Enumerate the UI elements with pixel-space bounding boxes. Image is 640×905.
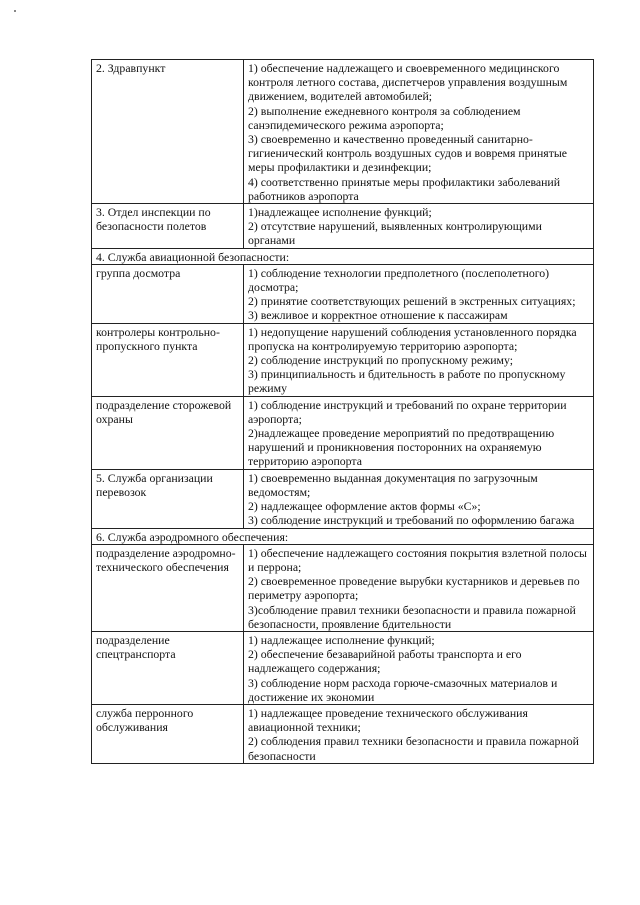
duty-item: 1) соблюдение технологии предполетного (послеполетного) досмотра; <box>248 265 550 295</box>
unit-cell: 5. Служба организации перевозок <box>92 469 244 528</box>
duty-item: 4) соответственно принятые меры профилактики заболеваний работников аэропорта <box>248 174 561 203</box>
duty-item: 3) соблюдение норм расхода горюче-смазочных материалов и достижение их экономии <box>248 675 558 704</box>
duty-item: 3) соблюдение инструкций и требований по оформлению багажа <box>248 513 575 528</box>
duty-item: 3) вежливое и корректное отношение к пассажирам <box>248 308 508 323</box>
duties-cell <box>244 323 594 396</box>
table-row <box>92 60 594 204</box>
table-row <box>92 631 594 704</box>
unit-cell: 3. Отдел инспекции по безопасности полетов <box>92 204 244 249</box>
duty-item: 3) принципиальность и бдительность в работе по пропускному режиму <box>248 367 566 396</box>
table-row <box>92 323 594 396</box>
duty-item: 2) соблюдения правил техники безопасности и правила пожарной безопасности <box>248 734 579 763</box>
duty-item: 2) обеспечение безаварийной работы транспорта и его надлежащего содержания; <box>248 647 522 676</box>
duty-item: 2) отсутствие нарушений, выявленных контролирующими органами <box>248 219 542 248</box>
table-row <box>92 204 594 249</box>
unit-cell: служба перронного обслуживания <box>92 704 244 763</box>
table-row <box>92 264 594 323</box>
unit-cell: подразделение аэродромно-технического обеспечения <box>92 544 244 631</box>
duty-item: 2) надлежащее оформление актов формы «С»; <box>248 499 481 514</box>
duty-item: 1) обеспечение надлежащего и своевременного медицинского контроля летного состава, диспетчеров управления воздушным движением, водителей автомобилей; <box>248 61 568 104</box>
duties-cell <box>244 60 594 204</box>
duties-table <box>91 59 594 764</box>
duty-item: 3) своевременно и качественно проведенный санитарно-гигиенический контроль воздушных судов и вовремя принятые меры профилактики и дезинфекции; <box>248 132 568 175</box>
duty-item: 2)надлежащее проведение мероприятий по предотвращению нарушений и проникновения посторонних на охраняемую территорию аэропорта <box>248 426 555 469</box>
table-row <box>92 544 594 631</box>
table-row <box>92 396 594 469</box>
section-row <box>92 528 594 544</box>
section-heading: 4. Служба авиационной безопасности: <box>92 248 594 264</box>
duties-cell <box>244 469 594 528</box>
duty-item: 2) соблюдение инструкций по пропускному режиму; <box>248 353 514 368</box>
duties-cell <box>244 631 594 704</box>
duty-item: 1) обеспечение надлежащего состояния покрытия взлетной полосы и перрона; <box>248 545 587 574</box>
duty-item: 1) надлежащее проведение технического обслуживания авиационной техники; <box>248 705 528 735</box>
unit-cell: подразделение спецтранспорта <box>92 631 244 704</box>
scan-dot <box>14 10 16 12</box>
table-row <box>92 469 594 528</box>
unit-cell: группа досмотра <box>92 264 244 323</box>
unit-cell: контролеры контрольно-пропускного пункта <box>92 323 244 396</box>
section-row <box>92 248 594 264</box>
duties-cell <box>244 204 594 249</box>
duty-item: 1) своевременно выданная документация по загрузочным ведомостям; <box>248 470 538 499</box>
duties-cell <box>244 264 594 323</box>
section-heading: 6. Служба аэродромного обеспечения: <box>92 528 594 544</box>
unit-cell: 2. Здравпункт <box>92 60 244 204</box>
duty-item: 1) недопущение нарушений соблюдения установленного порядка пропуска на контролируемую территорию аэропорта; <box>248 324 577 353</box>
table-row <box>92 704 594 763</box>
duty-item: 2) принятие соответствующих решений в экстренных ситуациях; <box>248 294 576 309</box>
duties-cell <box>244 544 594 631</box>
duties-cell <box>244 704 594 763</box>
duty-item: 1) соблюдение инструкций и требований по охране территории аэропорта; <box>248 397 567 426</box>
duty-item: 3)соблюдение правил техники безопасности и правила пожарной безопасности, проявление бдительности <box>248 602 576 631</box>
unit-cell: подразделение сторожевой охраны <box>92 396 244 469</box>
duty-item: 2) выполнение ежедневного контроля за соблюдением санэпидемического режима аэропорта; <box>248 103 521 132</box>
duties-cell <box>244 396 594 469</box>
duty-item: 2) своевременное проведение вырубки кустарников и деревьев по периметру аэропорта; <box>248 574 580 603</box>
duty-item: 1) надлежащее исполнение функций; <box>248 632 435 647</box>
duty-item: 1)надлежащее исполнение функций; <box>248 205 432 220</box>
